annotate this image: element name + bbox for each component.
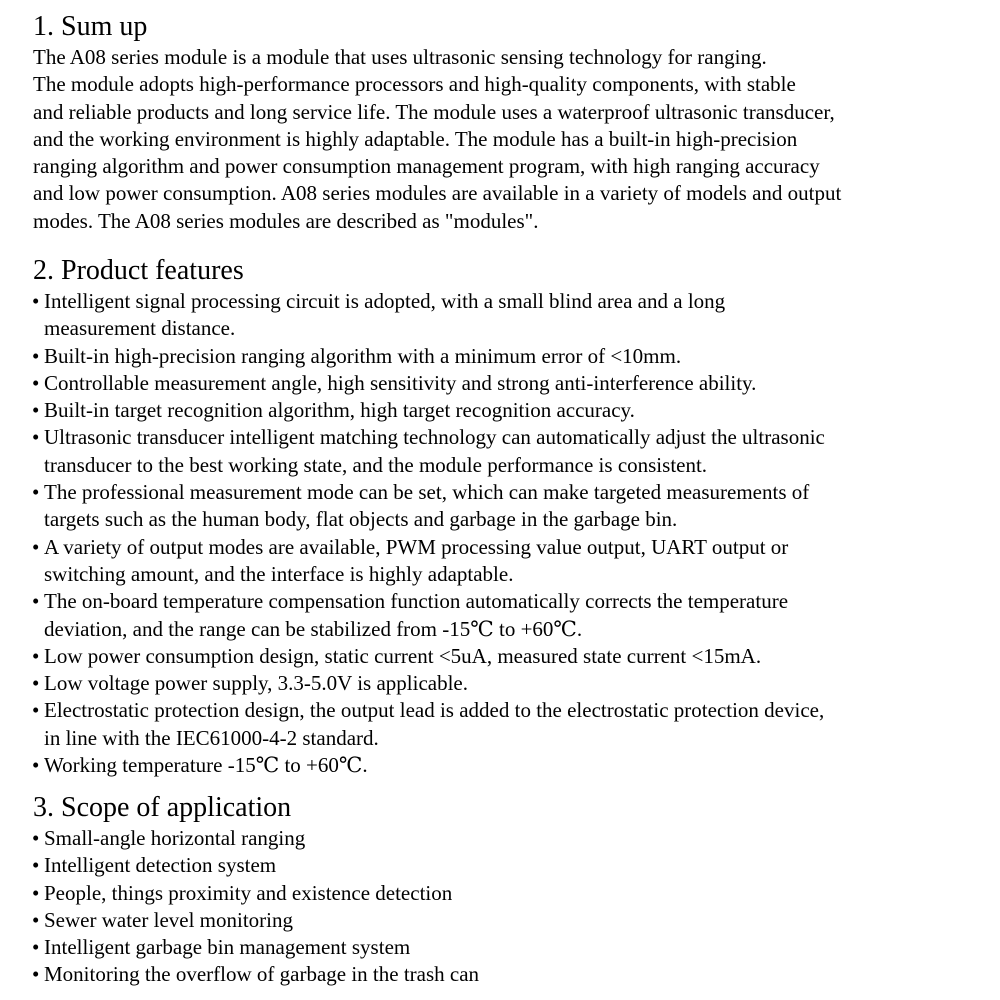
- paragraph-line: The module adopts high-performance processors and high-quality components, with stable: [33, 72, 796, 97]
- feature-text: • Built-in target recognition algorithm, high target recognition accuracy.: [33, 397, 993, 424]
- scope-text: • People, things proximity and existence detection: [33, 880, 993, 907]
- feature-item: [33, 370, 993, 397]
- sum-up-paragraph: [33, 44, 993, 235]
- feature-text: • Working temperature -15℃ to +60℃.: [33, 752, 993, 779]
- feature-text-continued: targets such as the human body, flat objects and garbage in the garbage bin.: [44, 507, 678, 532]
- feature-item: [33, 697, 993, 752]
- feature-text: • Built-in high-precision ranging algorithm with a minimum error of <10mm.: [33, 343, 993, 370]
- scope-item: [33, 825, 993, 852]
- feature-item: [33, 643, 993, 670]
- feature-item: [33, 343, 993, 370]
- feature-text: • Ultrasonic transducer intelligent matching technology can automatically adjust the ultrasonic: [33, 424, 993, 451]
- feature-text: • Intelligent signal processing circuit is adopted, with a small blind area and a long: [33, 288, 993, 315]
- section-sum-up: [33, 10, 993, 235]
- paragraph-line: The A08 series module is a module that uses ultrasonic sensing technology for ranging.: [33, 45, 767, 69]
- feature-item: [33, 288, 993, 343]
- scope-text: • Sewer water level monitoring: [33, 907, 993, 934]
- feature-item: [33, 534, 993, 589]
- scope-list: [33, 825, 993, 989]
- scope-item: [33, 880, 993, 907]
- section-scope-of-application: [33, 791, 993, 989]
- section-title: 1. Sum up: [33, 11, 148, 42]
- paragraph-line: and reliable products and long service life. The module uses a waterproof ultrasonic transducer,: [33, 99, 835, 124]
- section-title: 3. Scope of application: [33, 792, 292, 823]
- feature-text: • Controllable measurement angle, high sensitivity and strong anti-interference ability.: [33, 370, 993, 397]
- scope-item: [33, 934, 993, 961]
- paragraph-line: and the working environment is highly adaptable. The module has a built-in high-precision: [33, 126, 798, 151]
- section-product-features: [33, 254, 993, 779]
- feature-text-continued: switching amount, and the interface is highly adaptable.: [44, 561, 514, 586]
- scope-text: • Small-angle horizontal ranging: [33, 825, 993, 852]
- section-title: 2. Product features: [33, 255, 244, 286]
- feature-text: • The on-board temperature compensation function automatically corrects the temperature: [33, 588, 993, 615]
- scope-text: • Intelligent detection system: [33, 852, 993, 879]
- scope-item: [33, 907, 993, 934]
- feature-item: [33, 752, 993, 779]
- feature-item: [33, 397, 993, 424]
- feature-text-continued: deviation, and the range can be stabilized from -15℃ to +60℃.: [44, 616, 583, 641]
- scope-item: [33, 852, 993, 879]
- scope-text: • Intelligent garbage bin management system: [33, 934, 993, 961]
- feature-text-continued: in line with the IEC61000-4-2 standard.: [44, 725, 379, 750]
- feature-text: • A variety of output modes are available, PWM processing value output, UART output or: [33, 534, 993, 561]
- scope-text: • Monitoring the overflow of garbage in the trash can: [33, 961, 993, 988]
- feature-item: [33, 424, 993, 479]
- feature-text: • Low voltage power supply, 3.3-5.0V is applicable.: [33, 670, 993, 697]
- feature-text: • Electrostatic protection design, the output lead is added to the electrostatic protection device,: [33, 697, 993, 724]
- feature-text: • The professional measurement mode can be set, which can make targeted measurements of: [33, 479, 993, 506]
- paragraph-line: modes. The A08 series modules are described as "modules".: [33, 208, 539, 233]
- paragraph-line: and low power consumption. A08 series modules are available in a variety of models and output: [33, 181, 842, 206]
- feature-item: [33, 670, 993, 697]
- feature-text-continued: measurement distance.: [44, 316, 236, 341]
- feature-item: [33, 588, 993, 643]
- feature-text: • Low power consumption design, static current <5uA, measured state current <15mA.: [33, 643, 993, 670]
- paragraph-line: ranging algorithm and power consumption management program, with high ranging accuracy: [33, 154, 820, 179]
- features-list: [33, 288, 993, 779]
- feature-item: [33, 479, 993, 534]
- feature-text-continued: transducer to the best working state, and the module performance is consistent.: [44, 452, 708, 477]
- scope-item: [33, 961, 993, 988]
